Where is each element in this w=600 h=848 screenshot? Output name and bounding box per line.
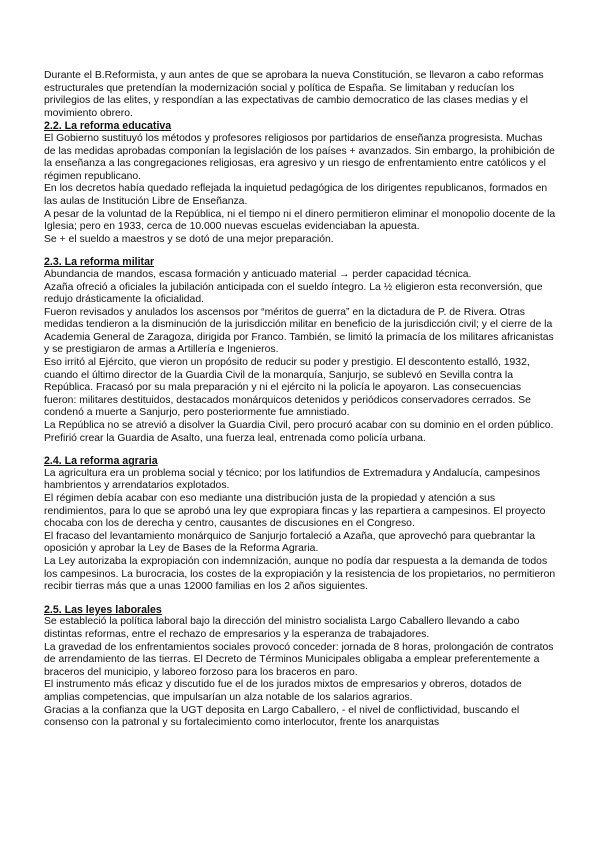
section-reforma-educativa <box>44 120 556 246</box>
section-heading: 2.5. Las leyes laborales <box>44 603 162 616</box>
paragraph: A pesar de la voluntad de la República, ni el tiempo ni el dinero permitieron eliminar el monopolio docente de la Iglesia; pero en 1933, cerca de 10.000 nuevas escuelas evidenciaban la apuesta. <box>44 208 556 233</box>
paragraph: En los decretos había quedado reflejada la inquietud pedagógica de los dirigentes republicanos, formados en las aulas de Institución Libre de Enseñanza. <box>44 183 548 207</box>
section-reforma-agraria <box>44 455 556 594</box>
paragraph: Gracias a la confianza que la UGT deposita en Largo Caballero, - el nivel de conflictividad, buscando el consenso con la patronal y su fortalecimiento como interlocutor, frente los anarquistas <box>44 704 520 729</box>
section-reforma-militar <box>44 256 556 445</box>
paragraph: El régimen debía acabar con eso mediante una distribución justa de la propiedad y atención a sus rendimientos, para lo que se aprobó una ley que expropiara fincas y las repartiera a campesinos. El proyecto chocaba con los de derecha y centro, causantes de discusiones en el Congreso. <box>44 493 546 530</box>
paragraph: Eso irritó al Ejército, que vieron un propósito de reducir su poder y prestigio. El descontento estalló, 1932, cuando el último director de la Guardia Civil de la monarquía, Sanjurjo, se sublevó en Sevilla contra la República. Fracasó por su mala preparación y ni el ejército ni la policía le apoyaron. Las consecuencias fueron: militares destituidos, destacados monárquicos detenidos y periódicos conservadores cerrados. Se condenó a muerte a Sanjurjo, pero posteriormente fue amnistiado. <box>44 357 531 419</box>
paragraph: La República no se atrevió a disolver la Guardia Civil, pero procuró acabar con su dominio en el orden público. Prefirió crear la Guardia de Asalto, una fuerza leal, entrenada como policía urbana. <box>44 420 554 444</box>
paragraph: La agricultura era un problema social y técnico; por los latifundios de Extremadura y Andalucía, campesinos hambrientos y arrendatarios explotados. <box>44 467 541 492</box>
paragraph: Se + el sueldo a maestros y se dotó de una mejor preparación. <box>44 233 334 245</box>
section-heading: 2.3. La reforma militar <box>44 256 155 269</box>
section-heading: 2.4. La reforma agraria <box>44 455 158 468</box>
paragraph: Azaña ofreció a oficiales la jubilación anticipada con el sueldo íntegro. La ½ eligieron esta reconversión, que redujo drásticamente la oficialidad. <box>44 281 543 306</box>
intro-paragraph: Durante el B.Reformista, y aun antes de que se aprobara la nueva Constitución, se llevaron a cabo reformas estructurales que pretendían la modernización social y política de España. Se limitaban y reducían los privilegios de las elites, y respondían a las expectativas de cambio democratico de las clases medias y el movimiento obrero. <box>44 70 544 119</box>
section-heading: 2.2. La reforma educativa <box>44 120 172 133</box>
paragraph: La gravedad de los enfrentamientos sociales provocó conceder: jornada de 8 horas, prolongación de contratos de arrendamiento de las tierras. El Decreto de Términos Municipales obligaba a emplear preferentemente a braceros del municipio, y laboreo forzoso para los braceros en paro. <box>44 641 554 678</box>
paragraph: Se estableció la política laboral bajo la dirección del ministro socialista Largo Caballero llevando a cabo distintas reformas, entre el rechazo de empresarios y la esperanza de trabajadores. <box>44 616 520 640</box>
document-page <box>44 70 556 740</box>
paragraph: La Ley autorizaba la expropiación con indemnización, aunque no podía dar respuesta a la demanda de todos los campesinos. La burocracia, los costes de la expropiación y la resistencia de los propietarios, no permitieron recibir tierras más que a unas 12000 familias en los 2 años siguientes. <box>44 555 556 593</box>
paragraph: El Gobierno sustituyó los métodos y profesores religiosos por partidarios de enseñanza progresista. Muchas de las medidas aprobadas componían la legislación de los países + avanzados. Sin embargo, la prohibición de la enseñanza a las congregaciones religiosas, era agresivo y un riesgo de enfrentamiento entre católicos y el régimen republicano. <box>44 132 555 182</box>
paragraph: Abundancia de mandos, escasa formación y anticuado material → perder capacidad técnica. <box>44 268 472 280</box>
paragraph: El fracaso del levantamiento monárquico de Sanjurjo fortaleció a Azaña, que aprovechó para quebrantar la oposición y aprobar la Ley de Bases de la Reforma Agraria. <box>44 530 535 555</box>
paragraph: Fueron revisados y anulados los ascensos por “méritos de guerra” en la dictadura de P. de Rivera. Otras medidas tendieron a la disminución de la jurisdicción militar en beneficio de la jurisdicción civil; y el cierre de la Academia General de Zaragoza, dirigida por Franco. También, se limitó la primacía de los militares africanistas y se prestigiaron de armas a Artillería e Ingenieros. <box>44 306 554 356</box>
section-leyes-laborales <box>44 604 556 730</box>
paragraph: El instrumento más eficaz y discutido fue el de los jurados mixtos de empresarios y obreros, dotados de amplias competencias, que impulsarían un alza notable de los salarios agrarios. <box>44 679 522 703</box>
